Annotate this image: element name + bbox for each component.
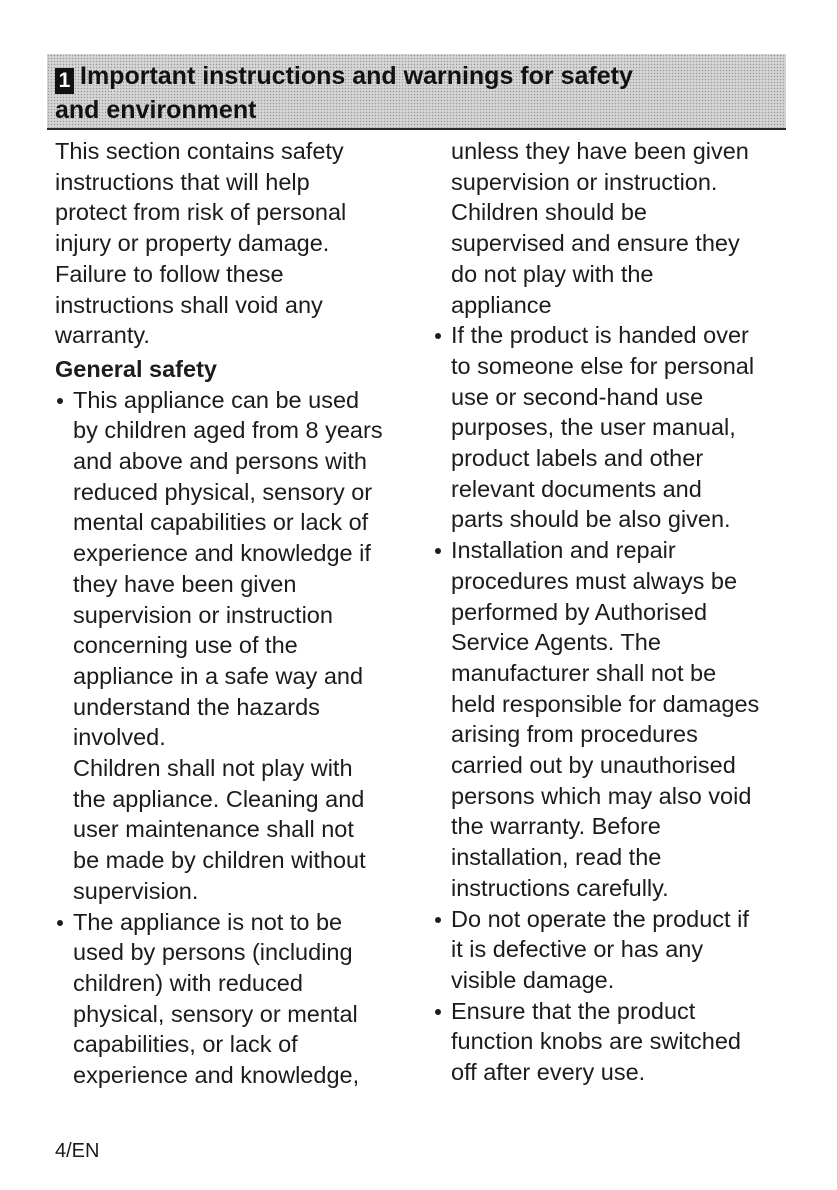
bullet-line: capabilities, or lack of bbox=[73, 1031, 298, 1058]
section-title-line-2: and environment bbox=[55, 96, 257, 124]
safety-bullet-installation bbox=[433, 535, 793, 903]
bullet-line: relevant documents and bbox=[451, 475, 702, 502]
bullet-line: function knobs are switched bbox=[451, 1028, 741, 1055]
bullet-line: the warranty. Before bbox=[451, 813, 661, 840]
intro-line: Failure to follow these bbox=[55, 260, 284, 287]
bullet-line: Service Agents. The bbox=[451, 629, 661, 656]
bullet-line: manufacturer shall not be bbox=[451, 659, 717, 686]
bullet-line: the appliance. Cleaning and bbox=[73, 785, 365, 812]
bullet-line: The appliance is not to be bbox=[73, 908, 343, 935]
bullet-line: concerning use of the bbox=[73, 632, 298, 659]
bullet-line: If the product is handed over bbox=[451, 322, 749, 349]
bullet-line: appliance in a safe way and bbox=[73, 662, 364, 689]
intro-paragraph bbox=[55, 136, 415, 351]
intro-line: instructions that will help bbox=[55, 168, 310, 195]
bullet-line: and above and persons with bbox=[73, 448, 367, 475]
intro-line: instructions shall void any bbox=[55, 291, 323, 318]
safety-bullet-defective bbox=[433, 904, 793, 996]
bullet-line: Do not operate the product if bbox=[451, 905, 749, 932]
bullet-line: use or second-hand use bbox=[451, 383, 704, 410]
page-number: 4/EN bbox=[55, 1140, 100, 1162]
safety-bullet-reduced-capabilities bbox=[55, 907, 415, 1091]
bullet-line: carried out by unauthorised bbox=[451, 752, 736, 779]
safety-bullet-children-use bbox=[55, 385, 415, 907]
intro-line: injury or property damage. bbox=[55, 230, 330, 257]
bullet-line: to someone else for personal bbox=[451, 352, 755, 379]
bullet-line: installation, read the bbox=[451, 844, 662, 871]
bullet-line: visible damage. bbox=[451, 966, 615, 993]
bullet-line: unless they have been given bbox=[451, 138, 749, 164]
section-number-badge: 1 bbox=[55, 68, 74, 94]
bullet-line: supervised and ensure they bbox=[451, 230, 740, 257]
bullet-line: appliance bbox=[451, 291, 552, 318]
bullet-line: supervision or instruction. bbox=[451, 168, 718, 195]
bullet-line: be made by children without bbox=[73, 847, 366, 874]
bullet-line: do not play with the bbox=[451, 260, 654, 287]
section-title bbox=[55, 60, 775, 126]
bullet-line: supervision or instruction bbox=[73, 601, 333, 628]
bullet-line: Children shall not play with bbox=[73, 755, 353, 782]
bullet-line: reduced physical, sensory or bbox=[73, 478, 373, 505]
bullet-line: held responsible for damages bbox=[451, 690, 760, 717]
bullet-line: children) with reduced bbox=[73, 969, 303, 996]
bullet-line: purposes, the user manual, bbox=[451, 414, 736, 441]
bullet-line: procedures must always be bbox=[451, 567, 738, 594]
bullet-line: persons which may also void bbox=[451, 782, 752, 809]
right-column bbox=[433, 136, 793, 1088]
continued-bullet-text bbox=[433, 136, 793, 320]
bullet-line: This appliance can be used bbox=[73, 386, 360, 413]
bullet-line: supervision. bbox=[73, 877, 199, 904]
safety-bullet-list-left bbox=[55, 385, 415, 1091]
section-title-line-1: Important instructions and warnings for safety bbox=[80, 62, 633, 90]
bullet-line: physical, sensory or mental bbox=[73, 1000, 358, 1027]
left-column bbox=[55, 136, 415, 1091]
bullet-line: by children aged from 8 years bbox=[73, 417, 383, 444]
bullet-line: it is defective or has any bbox=[451, 936, 704, 963]
bullet-line: Ensure that the product bbox=[451, 997, 696, 1024]
bullet-line: instructions carefully. bbox=[451, 874, 669, 901]
bullet-line: Installation and repair bbox=[451, 537, 676, 564]
safety-bullet-handover bbox=[433, 320, 793, 535]
bullet-line: parts should be also given. bbox=[451, 506, 731, 533]
intro-line: This section contains safety bbox=[55, 138, 344, 164]
bullet-line: arising from procedures bbox=[451, 721, 698, 748]
bullet-line: understand the hazards bbox=[73, 693, 320, 720]
bullet-line: mental capabilities or lack of bbox=[73, 509, 369, 536]
intro-line: protect from risk of personal bbox=[55, 199, 347, 226]
bullet-line: used by persons (including bbox=[73, 939, 353, 966]
safety-bullet-knobs-off bbox=[433, 996, 793, 1088]
safety-bullet-list-right bbox=[433, 320, 793, 1088]
bullet-line: involved. bbox=[73, 724, 166, 751]
bullet-line: performed by Authorised bbox=[451, 598, 708, 625]
bullet-line: Children should be bbox=[451, 199, 647, 226]
bullet-line: experience and knowledge, bbox=[73, 1062, 360, 1089]
bullet-line: off after every use. bbox=[451, 1059, 646, 1086]
general-safety-heading: General safety bbox=[55, 355, 217, 382]
bullet-line: user maintenance shall not bbox=[73, 816, 354, 843]
bullet-line: product labels and other bbox=[451, 445, 704, 472]
bullet-line: they have been given bbox=[73, 570, 297, 597]
intro-line: warranty. bbox=[55, 322, 150, 349]
bullet-line: experience and knowledge if bbox=[73, 540, 371, 567]
